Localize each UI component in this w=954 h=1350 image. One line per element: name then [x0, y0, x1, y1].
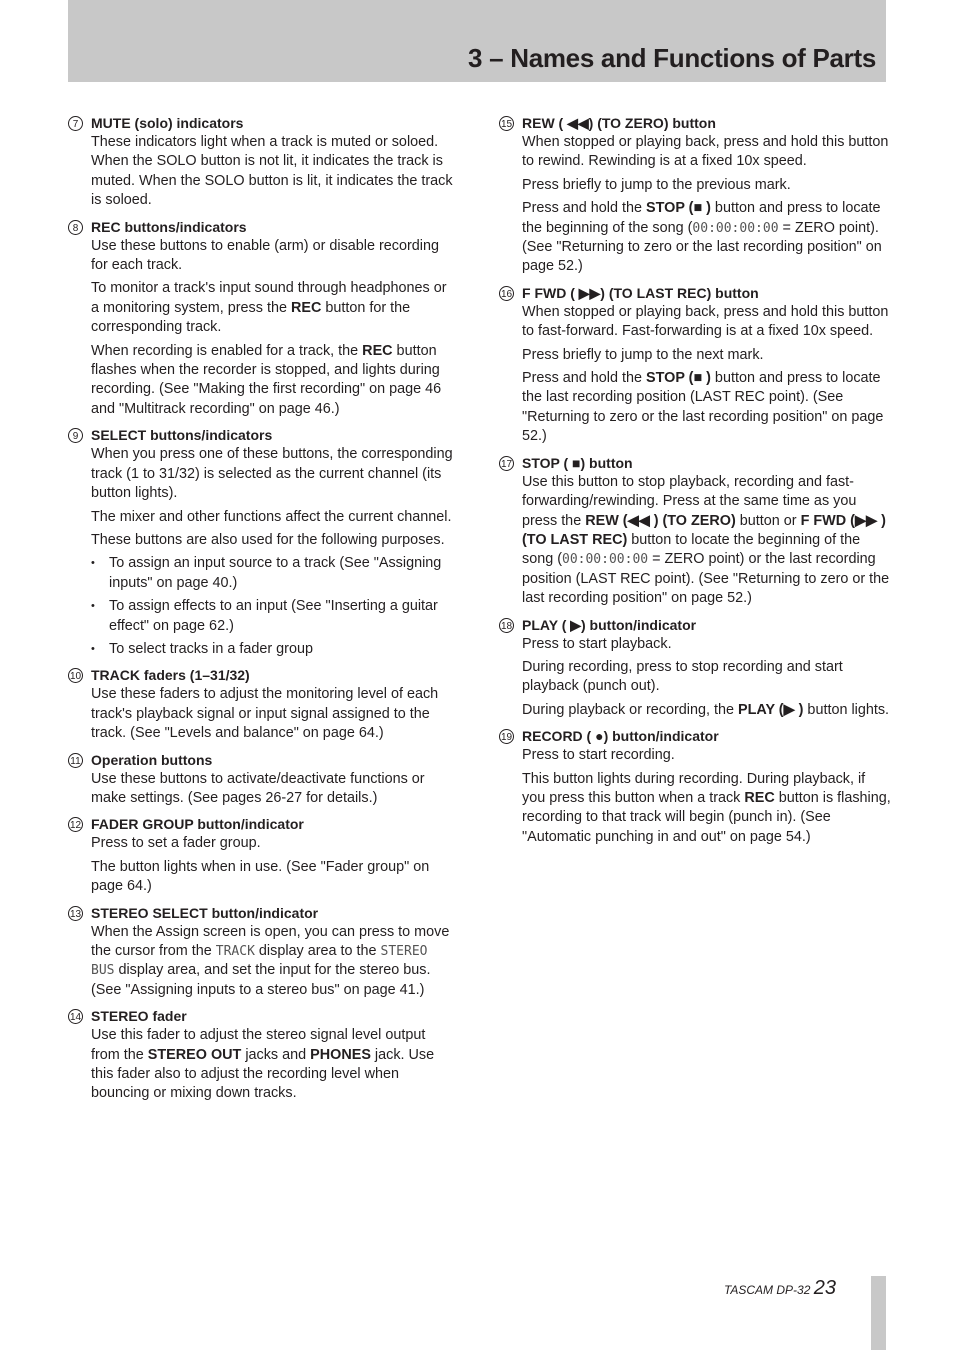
section-play-button	[499, 616, 891, 721]
paragraph: Use these buttons to enable (arm) or disable recording for each track.	[91, 237, 439, 274]
list-item: • To select tracks in a fader group	[91, 640, 458, 659]
paragraph: Press and hold the STOP (■ ) button and press to locate the beginning of the song (00:00:00:00 = ZERO point). (See "Returning to zero or the last recording position" on page 52.)	[522, 200, 882, 275]
lcd-text: TRACK	[215, 944, 255, 959]
section-title: STEREO SELECT button/indicator	[91, 904, 319, 921]
paragraph: This button lights during recording. During playback, if you press this button when a track REC button is flashing, recording to that track will begin (punch in). (See "Automatic punching in and out" on page 54.)	[522, 770, 891, 845]
item-number: 14	[68, 1009, 83, 1024]
section-title: F FWD ( ▶▶) (TO LAST REC) button	[522, 284, 759, 301]
item-number: 11	[68, 753, 83, 768]
section-rec-buttons	[68, 218, 458, 420]
section-title: REW ( ◀◀) (TO ZERO) button	[522, 115, 716, 131]
section-stereo-select	[68, 904, 458, 1001]
paragraph: Press and hold the STOP (■ ) button and press to locate the last recording position (LAST REC point). (See "Returning to zero or the last recording position" on page 52.)	[522, 370, 884, 445]
paragraph: During recording, press to stop recording and start playback (punch out).	[522, 658, 843, 695]
paragraph: During playback or recording, the PLAY (▶ ) button lights.	[522, 701, 890, 718]
section-fader-group	[68, 815, 458, 896]
item-number: 10	[68, 668, 83, 683]
section-stereo-fader	[68, 1007, 458, 1104]
paragraph: These buttons are also used for the following purposes.	[91, 531, 445, 548]
section-title: TRACK faders (1–31/32)	[91, 667, 250, 684]
paragraph: Use this fader to adjust the stereo signal level output from the STEREO OUT jacks and PHONES jack. Use this fader also to adjust the recording level when bouncing or mixing down tracks.	[91, 1027, 435, 1102]
paragraph: Press briefly to jump to the next mark.	[522, 346, 764, 363]
paragraph: Use these faders to adjust the monitoring level of each track's playback signal or input signal assigned to the track. (See "Levels and balance" on page 64.)	[91, 686, 439, 742]
page-title: 3 – Names and Functions of Parts	[468, 43, 876, 73]
paragraph: Use this button to stop playback, recording and fast-forwarding/rewinding. Press at the same time as you press the REW (◀◀ ) (TO ZERO) button or F FWD (▶▶ ) (TO LAST REC) button to locate the beginning of the song (00:00:00:00 = ZERO point) or the last recording position (LAST REC point). (See "Returning to zero or the last recording position" on page 52.)	[522, 473, 890, 607]
section-title: Operation buttons	[91, 751, 213, 768]
footer-model: TASCAM DP-32	[723, 1283, 811, 1297]
bullet-list	[91, 554, 458, 659]
section-stop-button	[499, 454, 891, 609]
paragraph: The button lights when in use. (See "Fader group" on page 64.)	[91, 858, 430, 895]
item-number: 8	[68, 220, 83, 235]
item-number: 12	[68, 817, 83, 832]
paragraph: The mixer and other functions affect the current channel.	[91, 508, 452, 525]
section-title: FADER GROUP button/indicator	[91, 816, 304, 833]
left-column	[68, 114, 458, 1111]
header-band	[68, 0, 886, 82]
item-number: 9	[68, 428, 83, 443]
paragraph: When stopped or playing back, press and hold this button to fast-forward. Fast-forwarding is at a fixed 10x speed.	[522, 303, 889, 340]
section-title: MUTE (solo) indicators	[91, 115, 244, 131]
section-title: RECORD ( ●) button/indicator	[522, 728, 719, 745]
page-number: 23	[813, 1277, 836, 1299]
paragraph: When you press one of these buttons, the corresponding track (1 to 31/32) is selected as the current channel (its button lights).	[91, 446, 453, 502]
section-title: STOP ( ■) button	[522, 454, 633, 471]
footer	[724, 1277, 836, 1300]
paragraph: Use these buttons to activate/deactivate functions or make settings. (See pages 26-27 for details.)	[91, 770, 425, 806]
item-number: 16	[499, 286, 514, 301]
section-title: STEREO fader	[91, 1008, 187, 1025]
paragraph: When the Assign screen is open, you can press to move the cursor from the TRACK display area to the STEREO BUS display area, and set the input for the stereo bus. (See "Assigning inputs to a stereo bus" on page 41.)	[91, 923, 450, 998]
paragraph: When recording is enabled for a track, the REC button flashes when the recorder is stopped, and lights during recording. (See "Making the first recording" on page 46 and "Multitrack recording" on page 46.)	[91, 342, 442, 417]
paragraph: These indicators light when a track is muted or soloed. When the SOLO button is not lit, it indicates the track is muted. When the SOLO button is lit, it indicates the track is soloed.	[91, 134, 453, 209]
paragraph: When stopped or playing back, press and hold this button to rewind. Rewinding is at a fixed 10x speed.	[522, 134, 889, 170]
footer-tab	[871, 1276, 886, 1350]
section-title: PLAY ( ▶) button/indicator	[522, 616, 697, 633]
section-track-faders	[68, 666, 458, 743]
item-number: 19	[499, 729, 514, 744]
item-number: 18	[499, 618, 514, 633]
paragraph: Press to start playback.	[522, 635, 672, 652]
paragraph: Press to start recording.	[522, 747, 675, 764]
section-ffwd-button	[499, 284, 891, 447]
paragraph: Press briefly to jump to the previous mark.	[522, 176, 791, 193]
item-number: 15	[499, 116, 514, 131]
lcd-text: 00:00:00:00	[692, 220, 779, 236]
paragraph: Press to set a fader group.	[91, 835, 261, 852]
item-number: 7	[68, 116, 83, 131]
item-number: 13	[68, 906, 83, 921]
section-record-button	[499, 727, 891, 847]
lcd-text: 00:00:00:00	[562, 552, 649, 568]
section-rew-button	[499, 114, 891, 277]
right-column	[499, 114, 891, 854]
section-select-buttons	[68, 426, 458, 659]
section-operation-buttons	[68, 751, 458, 809]
paragraph: To monitor a track's input sound through headphones or a monitoring system, press the REC button for the corresponding track.	[91, 280, 447, 336]
section-title: REC buttons/indicators	[91, 218, 247, 235]
item-number: 17	[499, 456, 514, 471]
section-title: SELECT buttons/indicators	[91, 427, 273, 444]
list-item: • To assign effects to an input (See "Inserting a guitar effect" on page 62.)	[91, 597, 458, 636]
list-item: • To assign an input source to a track (See "Assigning inputs" on page 40.)	[91, 554, 458, 593]
section-mute-indicators	[68, 114, 458, 211]
lcd-text: STEREO BUS	[91, 944, 428, 979]
